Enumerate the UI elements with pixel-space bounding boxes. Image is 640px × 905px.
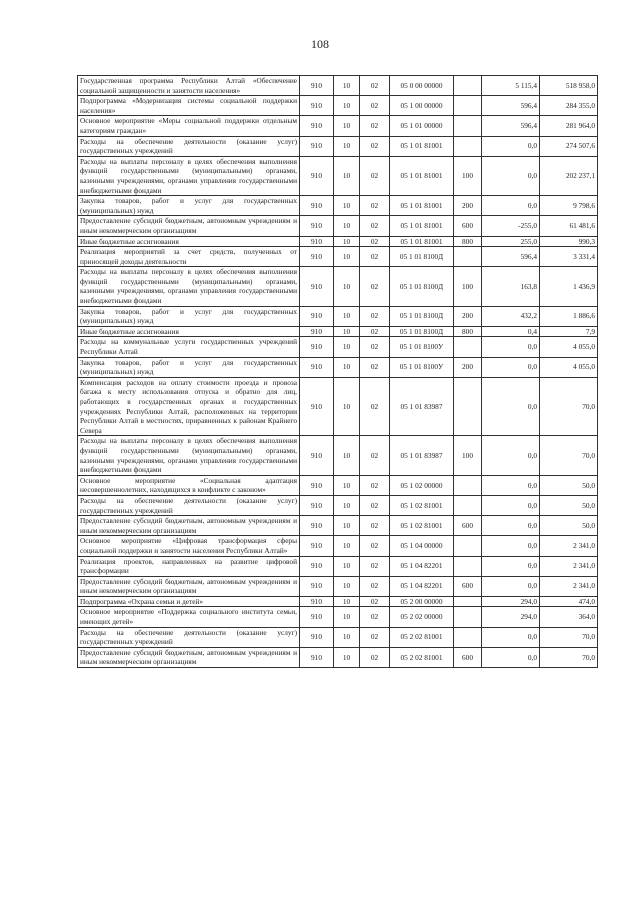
target-article-cell: 05 1 01 8100Д bbox=[390, 267, 454, 306]
target-article-cell: 05 1 02 81001 bbox=[390, 516, 454, 536]
admin-code-cell: 910 bbox=[300, 326, 334, 337]
row-name-cell: Основное мероприятие «Поддержка социального института семьи, имеющих детей» bbox=[78, 607, 300, 627]
amount-total-cell: 1 886,6 bbox=[540, 306, 598, 326]
section-cell: 10 bbox=[334, 627, 360, 647]
expense-type-cell bbox=[454, 536, 482, 556]
amount-change-cell: 294,0 bbox=[482, 607, 540, 627]
amount-change-cell: 0,0 bbox=[482, 495, 540, 515]
admin-code-cell: 910 bbox=[300, 596, 334, 607]
table-row bbox=[78, 627, 598, 647]
amount-total-cell: 2 341,0 bbox=[540, 556, 598, 576]
expense-type-cell: 200 bbox=[454, 306, 482, 326]
row-name-cell: Закупка товаров, работ и услуг для государственных (муниципальных) нужд bbox=[78, 357, 300, 377]
amount-change-cell: 255,0 bbox=[482, 236, 540, 247]
expense-type-cell bbox=[454, 247, 482, 267]
table-row bbox=[78, 536, 598, 556]
admin-code-cell: 910 bbox=[300, 76, 334, 96]
target-article-cell: 05 1 01 8100Д bbox=[390, 306, 454, 326]
expense-type-cell bbox=[454, 136, 482, 156]
section-cell: 10 bbox=[334, 516, 360, 536]
table-row bbox=[78, 647, 598, 667]
amount-total-cell: 61 481,6 bbox=[540, 216, 598, 236]
expense-type-cell: 200 bbox=[454, 357, 482, 377]
target-article-cell: 05 1 00 00000 bbox=[390, 96, 454, 116]
subsection-cell: 02 bbox=[360, 607, 390, 627]
admin-code-cell: 910 bbox=[300, 116, 334, 136]
row-name-cell: Государственная программа Республики Алтай «Обеспечение социальной защищенности и занятости населения» bbox=[78, 76, 300, 96]
amount-total-cell: 50,0 bbox=[540, 495, 598, 515]
amount-total-cell: 50,0 bbox=[540, 475, 598, 495]
subsection-cell: 02 bbox=[360, 326, 390, 337]
subsection-cell: 02 bbox=[360, 267, 390, 306]
amount-change-cell: 0,0 bbox=[482, 436, 540, 475]
expense-type-cell: 600 bbox=[454, 516, 482, 536]
subsection-cell: 02 bbox=[360, 357, 390, 377]
table-row bbox=[78, 607, 598, 627]
amount-change-cell: 0,0 bbox=[482, 556, 540, 576]
admin-code-cell: 910 bbox=[300, 357, 334, 377]
target-article-cell: 05 1 04 82201 bbox=[390, 556, 454, 576]
subsection-cell: 02 bbox=[360, 647, 390, 667]
section-cell: 10 bbox=[334, 495, 360, 515]
section-cell: 10 bbox=[334, 337, 360, 357]
section-cell: 10 bbox=[334, 267, 360, 306]
admin-code-cell: 910 bbox=[300, 576, 334, 596]
amount-total-cell: 70,0 bbox=[540, 436, 598, 475]
section-cell: 10 bbox=[334, 306, 360, 326]
amount-change-cell: 432,2 bbox=[482, 306, 540, 326]
table-row bbox=[78, 516, 598, 536]
expense-type-cell: 200 bbox=[454, 196, 482, 216]
row-name-cell: Расходы на выплаты персоналу в целях обеспечения выполнения функций государственными (муниципальными) органами, казенными учреждениями, органами управления государственными внебюджетными фондами bbox=[78, 156, 300, 195]
subsection-cell: 02 bbox=[360, 495, 390, 515]
amount-total-cell: 70,0 bbox=[540, 647, 598, 667]
target-article-cell: 05 1 01 81001 bbox=[390, 156, 454, 195]
amount-total-cell: 1 436,9 bbox=[540, 267, 598, 306]
row-name-cell: Предоставление субсидий бюджетным, автономным учреждениям и иным некоммерческим организациям bbox=[78, 216, 300, 236]
expense-type-cell: 600 bbox=[454, 576, 482, 596]
target-article-cell: 05 0 00 00000 bbox=[390, 76, 454, 96]
amount-change-cell: 0,4 bbox=[482, 326, 540, 337]
section-cell: 10 bbox=[334, 377, 360, 436]
subsection-cell: 02 bbox=[360, 536, 390, 556]
amount-total-cell: 284 355,0 bbox=[540, 96, 598, 116]
amount-change-cell: 0,0 bbox=[482, 337, 540, 357]
subsection-cell: 02 bbox=[360, 236, 390, 247]
subsection-cell: 02 bbox=[360, 136, 390, 156]
table-row bbox=[78, 495, 598, 515]
amount-total-cell: 281 964,0 bbox=[540, 116, 598, 136]
amount-change-cell: 596,4 bbox=[482, 247, 540, 267]
admin-code-cell: 910 bbox=[300, 247, 334, 267]
section-cell: 10 bbox=[334, 136, 360, 156]
admin-code-cell: 910 bbox=[300, 306, 334, 326]
table-row bbox=[78, 326, 598, 337]
section-cell: 10 bbox=[334, 96, 360, 116]
target-article-cell: 05 2 02 00000 bbox=[390, 607, 454, 627]
row-name-cell: Основное мероприятие «Меры социальной поддержки отдельным категориям граждан» bbox=[78, 116, 300, 136]
amount-total-cell: 50,0 bbox=[540, 516, 598, 536]
section-cell: 10 bbox=[334, 76, 360, 96]
amount-change-cell: 294,0 bbox=[482, 596, 540, 607]
admin-code-cell: 910 bbox=[300, 607, 334, 627]
amount-change-cell: -255,0 bbox=[482, 216, 540, 236]
row-name-cell: Закупка товаров, работ и услуг для государственных (муниципальных) нужд bbox=[78, 306, 300, 326]
admin-code-cell: 910 bbox=[300, 156, 334, 195]
table-row bbox=[78, 556, 598, 576]
amount-change-cell: 0,0 bbox=[482, 516, 540, 536]
section-cell: 10 bbox=[334, 596, 360, 607]
table-row bbox=[78, 116, 598, 136]
row-name-cell: Расходы на выплаты персоналу в целях обеспечения выполнения функций государственными (муниципальными) органами, казенными учреждениями, органами управления государственными внебюджетными фондами bbox=[78, 267, 300, 306]
subsection-cell: 02 bbox=[360, 627, 390, 647]
target-article-cell: 05 2 02 81001 bbox=[390, 647, 454, 667]
expense-type-cell bbox=[454, 475, 482, 495]
row-name-cell: Основное мероприятие «Цифровая трансформация сферы социальной поддержки и занятости населения Республики Алтай» bbox=[78, 536, 300, 556]
amount-change-cell: 0,0 bbox=[482, 156, 540, 195]
target-article-cell: 05 1 01 81001 bbox=[390, 236, 454, 247]
table-row bbox=[78, 377, 598, 436]
expense-type-cell bbox=[454, 377, 482, 436]
row-name-cell: Расходы на обеспечение деятельности (оказание услуг) государственных учреждений bbox=[78, 627, 300, 647]
admin-code-cell: 910 bbox=[300, 236, 334, 247]
amount-total-cell: 2 341,0 bbox=[540, 576, 598, 596]
amount-total-cell: 3 331,4 bbox=[540, 247, 598, 267]
target-article-cell: 05 1 01 83987 bbox=[390, 377, 454, 436]
expense-type-cell: 600 bbox=[454, 216, 482, 236]
row-name-cell: Иные бюджетные ассигнования bbox=[78, 326, 300, 337]
table-row bbox=[78, 136, 598, 156]
table-row bbox=[78, 357, 598, 377]
row-name-cell: Расходы на обеспечение деятельности (оказание услуг) государственных учреждений bbox=[78, 495, 300, 515]
admin-code-cell: 910 bbox=[300, 96, 334, 116]
table-row bbox=[78, 236, 598, 247]
target-article-cell: 05 1 01 8100Д bbox=[390, 247, 454, 267]
amount-change-cell: 0,0 bbox=[482, 536, 540, 556]
amount-total-cell: 518 958,0 bbox=[540, 76, 598, 96]
subsection-cell: 02 bbox=[360, 247, 390, 267]
expense-type-cell bbox=[454, 495, 482, 515]
expense-type-cell bbox=[454, 607, 482, 627]
expense-type-cell bbox=[454, 96, 482, 116]
expense-type-cell bbox=[454, 556, 482, 576]
table-row bbox=[78, 196, 598, 216]
target-article-cell: 05 2 00 00000 bbox=[390, 596, 454, 607]
admin-code-cell: 910 bbox=[300, 436, 334, 475]
target-article-cell: 05 1 01 81001 bbox=[390, 216, 454, 236]
admin-code-cell: 910 bbox=[300, 377, 334, 436]
amount-change-cell: 0,0 bbox=[482, 357, 540, 377]
admin-code-cell: 910 bbox=[300, 136, 334, 156]
table-row bbox=[78, 76, 598, 96]
admin-code-cell: 910 bbox=[300, 516, 334, 536]
target-article-cell: 05 1 01 8100У bbox=[390, 337, 454, 357]
amount-total-cell: 70,0 bbox=[540, 627, 598, 647]
expense-type-cell: 100 bbox=[454, 267, 482, 306]
row-name-cell: Основное мероприятие «Социальная адаптация несовершеннолетних, находящихся в конфликте с законом» bbox=[78, 475, 300, 495]
row-name-cell: Расходы на обеспечение деятельности (оказание услуг) государственных учреждений bbox=[78, 136, 300, 156]
amount-change-cell: 0,0 bbox=[482, 647, 540, 667]
section-cell: 10 bbox=[334, 216, 360, 236]
amount-change-cell: 0,0 bbox=[482, 136, 540, 156]
row-name-cell: Расходы на выплаты персоналу в целях обеспечения выполнения функций государственными (муниципальными) органами, казенными учреждениями, органами управления государственными внебюджетными фондами bbox=[78, 436, 300, 475]
section-cell: 10 bbox=[334, 607, 360, 627]
table-row bbox=[78, 96, 598, 116]
amount-total-cell: 70,0 bbox=[540, 377, 598, 436]
amount-total-cell: 7,9 bbox=[540, 326, 598, 337]
target-article-cell: 05 1 01 8100Д bbox=[390, 326, 454, 337]
section-cell: 10 bbox=[334, 326, 360, 337]
row-name-cell: Предоставление субсидий бюджетным, автономным учреждениям и иным некоммерческим организациям bbox=[78, 647, 300, 667]
table-row bbox=[78, 247, 598, 267]
row-name-cell: Реализация мероприятий за счет средств, полученных от приносящей доходы деятельности bbox=[78, 247, 300, 267]
subsection-cell: 02 bbox=[360, 436, 390, 475]
table-row bbox=[78, 156, 598, 195]
row-name-cell: Компенсация расходов на оплату стоимости проезда и провоза багажа к месту использования отпуска и обратно для лиц, работающих в государственных органах и государственных учреждениях Республики Алтай, расположенных на территории Республики Алтай в местностях, приравненных к районам Крайнего Севера bbox=[78, 377, 300, 436]
amount-change-cell: 0,0 bbox=[482, 377, 540, 436]
amount-total-cell: 202 237,1 bbox=[540, 156, 598, 195]
row-name-cell: Закупка товаров, работ и услуг для государственных (муниципальных) нужд bbox=[78, 196, 300, 216]
budget-table bbox=[77, 75, 598, 668]
section-cell: 10 bbox=[334, 196, 360, 216]
expense-type-cell bbox=[454, 596, 482, 607]
subsection-cell: 02 bbox=[360, 96, 390, 116]
amount-change-cell: 0,0 bbox=[482, 576, 540, 596]
subsection-cell: 02 bbox=[360, 556, 390, 576]
admin-code-cell: 910 bbox=[300, 536, 334, 556]
section-cell: 10 bbox=[334, 436, 360, 475]
table-row bbox=[78, 337, 598, 357]
target-article-cell: 05 1 04 82201 bbox=[390, 576, 454, 596]
expense-type-cell bbox=[454, 627, 482, 647]
section-cell: 10 bbox=[334, 647, 360, 667]
amount-change-cell: 0,0 bbox=[482, 627, 540, 647]
table-row bbox=[78, 216, 598, 236]
admin-code-cell: 910 bbox=[300, 196, 334, 216]
subsection-cell: 02 bbox=[360, 196, 390, 216]
expense-type-cell bbox=[454, 76, 482, 96]
target-article-cell: 05 1 01 83987 bbox=[390, 436, 454, 475]
section-cell: 10 bbox=[334, 236, 360, 247]
section-cell: 10 bbox=[334, 116, 360, 136]
admin-code-cell: 910 bbox=[300, 495, 334, 515]
row-name-cell: Подпрограмма «Модернизация системы социальной поддержки населения» bbox=[78, 96, 300, 116]
expense-type-cell: 100 bbox=[454, 436, 482, 475]
row-name-cell: Реализация проектов, направленных на развитие цифровой трансформации bbox=[78, 556, 300, 576]
subsection-cell: 02 bbox=[360, 516, 390, 536]
subsection-cell: 02 bbox=[360, 216, 390, 236]
expense-type-cell: 600 bbox=[454, 647, 482, 667]
section-cell: 10 bbox=[334, 475, 360, 495]
row-name-cell: Подпрограмма «Охрана семьи и детей» bbox=[78, 596, 300, 607]
row-name-cell: Иные бюджетные ассигнования bbox=[78, 236, 300, 247]
table-row bbox=[78, 306, 598, 326]
amount-total-cell: 474,0 bbox=[540, 596, 598, 607]
row-name-cell: Расходы на коммунальные услуги государственных учреждений Республики Алтай bbox=[78, 337, 300, 357]
admin-code-cell: 910 bbox=[300, 267, 334, 306]
table-row bbox=[78, 436, 598, 475]
table-row bbox=[78, 267, 598, 306]
subsection-cell: 02 bbox=[360, 337, 390, 357]
target-article-cell: 05 2 02 81001 bbox=[390, 627, 454, 647]
section-cell: 10 bbox=[334, 247, 360, 267]
table-row bbox=[78, 596, 598, 607]
subsection-cell: 02 bbox=[360, 116, 390, 136]
expense-type-cell bbox=[454, 337, 482, 357]
row-name-cell: Предоставление субсидий бюджетным, автономным учреждениям и иным некоммерческим организациям bbox=[78, 576, 300, 596]
amount-change-cell: 596,4 bbox=[482, 116, 540, 136]
amount-total-cell: 990,3 bbox=[540, 236, 598, 247]
amount-change-cell: 163,8 bbox=[482, 267, 540, 306]
section-cell: 10 bbox=[334, 576, 360, 596]
subsection-cell: 02 bbox=[360, 596, 390, 607]
amount-total-cell: 4 055,0 bbox=[540, 357, 598, 377]
table-row bbox=[78, 475, 598, 495]
subsection-cell: 02 bbox=[360, 306, 390, 326]
subsection-cell: 02 bbox=[360, 475, 390, 495]
table-row bbox=[78, 576, 598, 596]
target-article-cell: 05 1 01 81001 bbox=[390, 136, 454, 156]
amount-total-cell: 2 341,0 bbox=[540, 536, 598, 556]
amount-total-cell: 9 798,6 bbox=[540, 196, 598, 216]
section-cell: 10 bbox=[334, 556, 360, 576]
expense-type-cell: 800 bbox=[454, 236, 482, 247]
amount-total-cell: 274 507,6 bbox=[540, 136, 598, 156]
admin-code-cell: 910 bbox=[300, 556, 334, 576]
subsection-cell: 02 bbox=[360, 76, 390, 96]
admin-code-cell: 910 bbox=[300, 647, 334, 667]
target-article-cell: 05 1 02 00000 bbox=[390, 475, 454, 495]
expense-type-cell: 100 bbox=[454, 156, 482, 195]
admin-code-cell: 910 bbox=[300, 216, 334, 236]
target-article-cell: 05 1 02 81001 bbox=[390, 495, 454, 515]
amount-change-cell: 0,0 bbox=[482, 196, 540, 216]
expense-type-cell bbox=[454, 116, 482, 136]
section-cell: 10 bbox=[334, 357, 360, 377]
target-article-cell: 05 1 01 00000 bbox=[390, 116, 454, 136]
section-cell: 10 bbox=[334, 156, 360, 195]
amount-change-cell: 596,4 bbox=[482, 96, 540, 116]
admin-code-cell: 910 bbox=[300, 627, 334, 647]
page-number: 108 bbox=[311, 37, 329, 51]
row-name-cell: Предоставление субсидий бюджетным, автономным учреждениям и иным некоммерческим организациям bbox=[78, 516, 300, 536]
subsection-cell: 02 bbox=[360, 377, 390, 436]
subsection-cell: 02 bbox=[360, 576, 390, 596]
amount-total-cell: 4 055,0 bbox=[540, 337, 598, 357]
section-cell: 10 bbox=[334, 536, 360, 556]
target-article-cell: 05 1 01 81001 bbox=[390, 196, 454, 216]
target-article-cell: 05 1 01 8100У bbox=[390, 357, 454, 377]
amount-total-cell: 364,0 bbox=[540, 607, 598, 627]
amount-change-cell: 0,0 bbox=[482, 475, 540, 495]
target-article-cell: 05 1 04 00000 bbox=[390, 536, 454, 556]
admin-code-cell: 910 bbox=[300, 337, 334, 357]
amount-change-cell: 5 115,4 bbox=[482, 76, 540, 96]
admin-code-cell: 910 bbox=[300, 475, 334, 495]
subsection-cell: 02 bbox=[360, 156, 390, 195]
expense-type-cell: 800 bbox=[454, 326, 482, 337]
